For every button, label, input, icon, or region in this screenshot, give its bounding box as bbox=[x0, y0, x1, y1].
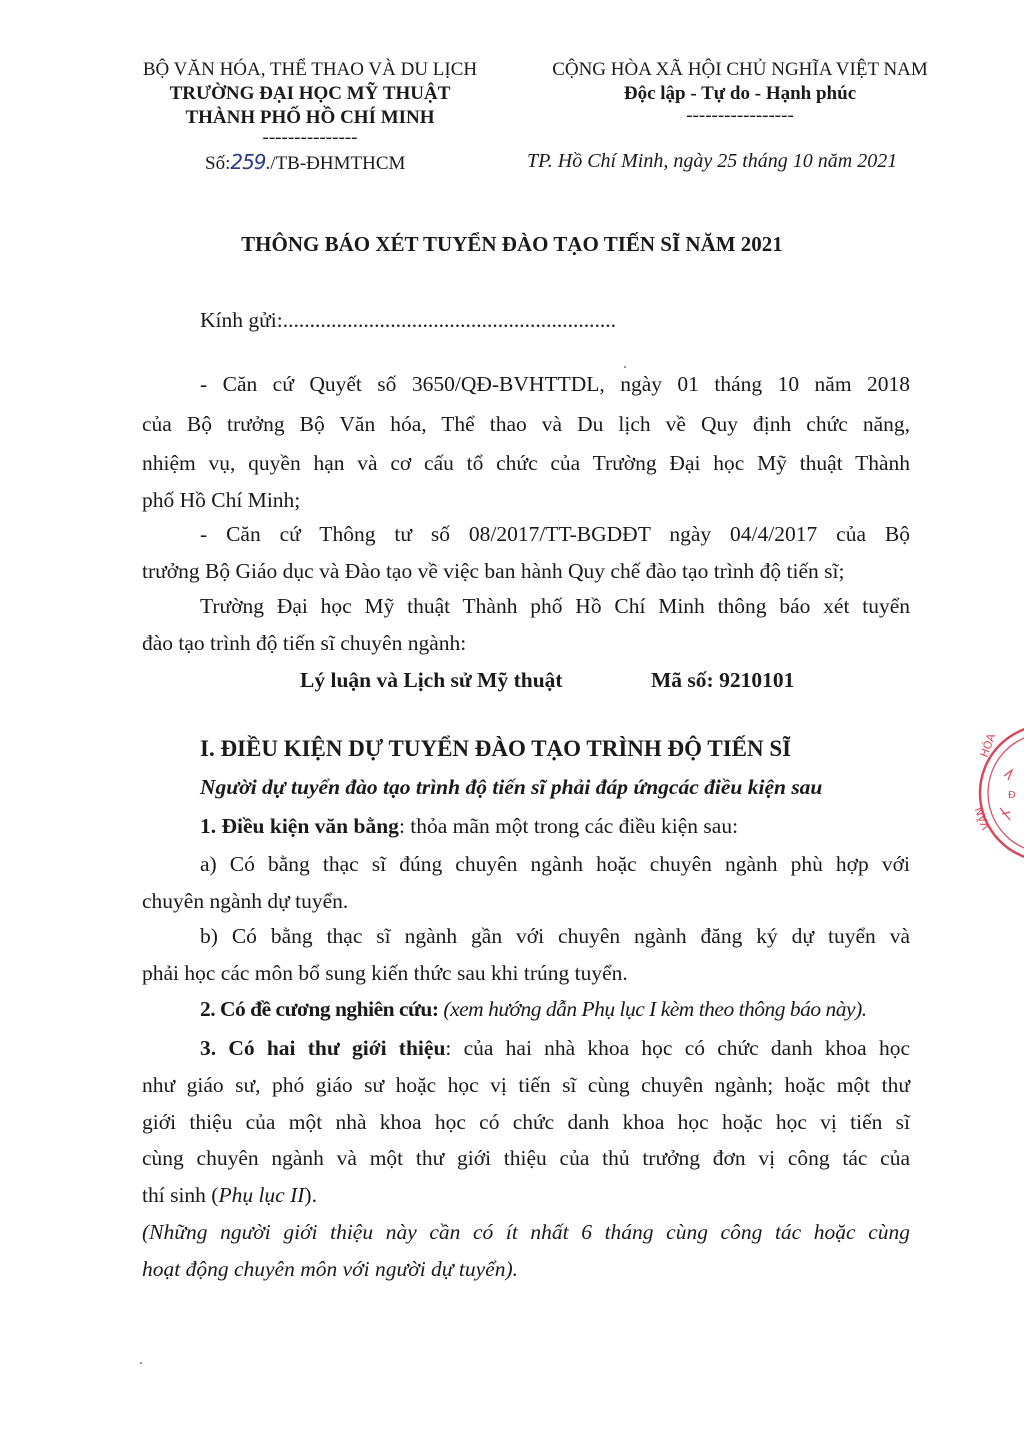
ministry-name: BỘ VĂN HÓA, THỂ THAO VÀ DU LỊCH bbox=[142, 59, 478, 80]
condition3-last-italic: Phụ lục II bbox=[218, 1183, 305, 1207]
announce-line1: Trường Đại học Mỹ thuật Thành phố Hồ Chí Minh thông báo xét tuyển bbox=[200, 594, 910, 618]
number-suffix: ./TB-ĐHMTHCM bbox=[265, 153, 406, 174]
basis2-line1: - Căn cứ Thông tư số 08/2017/TT-BGDĐT ngày 04/4/2017 của Bộ bbox=[200, 522, 910, 546]
condition2-label: 2. Có đề cương nghiên cứu: bbox=[200, 997, 439, 1021]
major-name: Lý luận và Lịch sử Mỹ thuật bbox=[300, 668, 563, 692]
school-name-line2: THÀNH PHỐ HỒ CHÍ MINH bbox=[185, 107, 435, 128]
basis1-line4: phố Hồ Chí Minh; bbox=[142, 488, 301, 512]
svg-text:VĂN: VĂN bbox=[972, 805, 993, 832]
section1-heading: I. ĐIỀU KIỆN DỰ TUYỂN ĐÀO TẠO TRÌNH ĐỘ TIẾN SĨ bbox=[200, 736, 792, 761]
note-line1: (Những người giới thiệu này cần có ít nhất 6 tháng cùng công tác hoặc cùng bbox=[142, 1220, 910, 1244]
number-prefix: Số: bbox=[205, 153, 231, 174]
date-line: TP. Hồ Chí Minh, ngày 25 tháng 10 năm 2021 bbox=[527, 150, 898, 172]
condition3-label: 3. Có hai thư giới thiệu bbox=[200, 1036, 446, 1060]
condition1b-line1: b) Có bằng thạc sĩ ngành gần với chuyên ngành đăng ký dự tuyển và bbox=[200, 924, 910, 948]
right-divider: ----------------- bbox=[686, 105, 794, 126]
official-seal bbox=[960, 718, 1024, 868]
condition1-text: : thỏa mãn một trong các điều kiện sau: bbox=[398, 814, 739, 838]
basis1-line2: của Bộ trưởng Bộ Văn hóa, Thể thao và Du lịch về Quy định chức năng, bbox=[142, 412, 910, 436]
handwritten-number: 259 bbox=[230, 150, 266, 174]
stray-dot-bottom bbox=[140, 1362, 142, 1364]
condition1b-line2: phải học các môn bổ sung kiến thức sau khi trúng tuyển. bbox=[142, 961, 628, 985]
condition3-line1 bbox=[200, 1036, 910, 1061]
condition3-line2: như giáo sư, phó giáo sư hoặc học vị tiến sĩ cùng chuyên ngành; hoặc một thư bbox=[142, 1073, 910, 1097]
condition3-text1: : của hai nhà khoa học có chức danh khoa học bbox=[445, 1036, 910, 1060]
document-number bbox=[205, 150, 405, 175]
condition3-last-prefix: thí sinh ( bbox=[142, 1183, 219, 1207]
announce-line2: đào tạo trình độ tiến sĩ chuyên ngành: bbox=[142, 631, 467, 655]
condition1a-line2: chuyên ngành dự tuyển. bbox=[142, 889, 349, 913]
condition3-line4: cùng chuyên ngành và một thư giới thiệu của thủ trưởng đơn vị công tác của bbox=[142, 1146, 910, 1170]
condition2 bbox=[200, 997, 867, 1022]
salutation: Kính gửi:.............................................................. bbox=[200, 308, 616, 332]
document-title: THÔNG BÁO XÉT TUYỂN ĐÀO TẠO TIẾN SĨ NĂM 2021 bbox=[241, 232, 783, 256]
condition1a-line1: a) Có bằng thạc sĩ đúng chuyên ngành hoặc chuyên ngành phù hợp với bbox=[200, 852, 910, 876]
major-code: Mã số: 9210101 bbox=[651, 668, 795, 692]
condition2-text: (xem hướng dẫn Phụ lục I kèm theo thông báo này). bbox=[438, 997, 867, 1021]
condition3-last-suffix: ). bbox=[304, 1183, 317, 1207]
svg-text:HÓA: HÓA bbox=[977, 731, 999, 760]
left-divider: --------------- bbox=[262, 127, 358, 148]
note-line2: hoạt động chuyên môn với người dự tuyển). bbox=[142, 1257, 518, 1281]
condition3-line3: giới thiệu của một nhà khoa học có chức danh khoa học hoặc học vị tiến sĩ bbox=[142, 1110, 910, 1134]
national-motto: Độc lập - Tự do - Hạnh phúc bbox=[623, 83, 857, 104]
stray-dot bbox=[624, 366, 626, 368]
section1-intro: Người dự tuyển đào tạo trình độ tiến sĩ phải đáp ứngcác điều kiện sau bbox=[200, 775, 823, 799]
svg-text:Đ: Đ bbox=[1008, 790, 1016, 801]
basis2-line2: trưởng Bộ Giáo dục và Đào tạo về việc ban hành Quy chế đào tạo trình độ tiến sĩ; bbox=[142, 559, 845, 583]
school-name-line1: TRƯỜNG ĐẠI HỌC MỸ THUẬT bbox=[169, 83, 451, 104]
basis1-line1: - Căn cứ Quyết số 3650/QĐ-BVHTTDL, ngày 01 tháng 10 năm 2018 bbox=[200, 372, 910, 396]
condition3-line5 bbox=[142, 1183, 910, 1208]
condition1-label: 1. Điều kiện văn bằng bbox=[200, 814, 399, 838]
condition1 bbox=[200, 814, 738, 839]
country-name: CỘNG HÒA XÃ HỘI CHỦ NGHĨA VIỆT NAM bbox=[552, 59, 928, 80]
basis1-line3: nhiệm vụ, quyền hạn và cơ cấu tổ chức của Trường Đại học Mỹ thuật Thành bbox=[142, 451, 910, 475]
